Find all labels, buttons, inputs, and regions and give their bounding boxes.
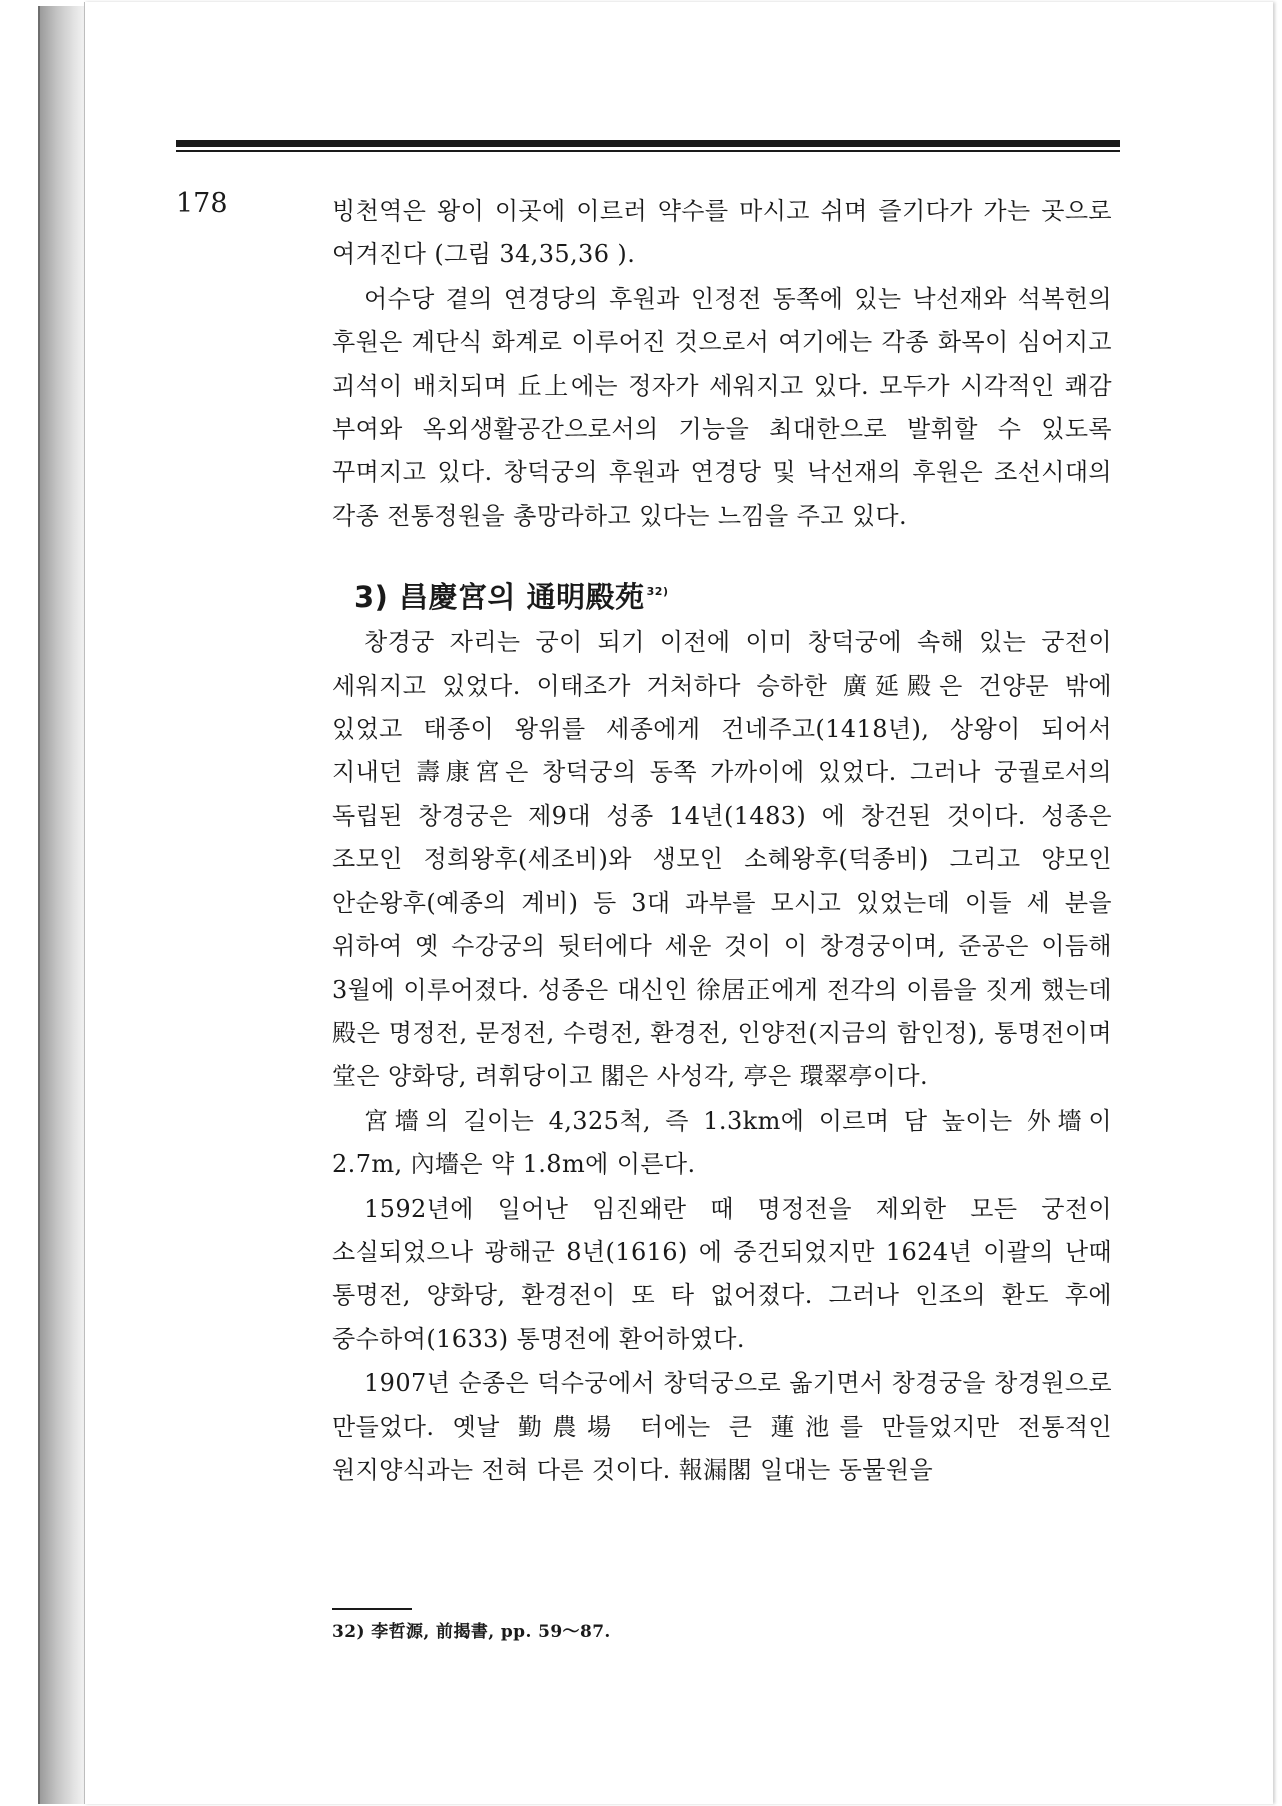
paragraph: 창경궁 자리는 궁이 되기 이전에 이미 창덕궁에 속해 있는 궁전이 세워지고 있었다. 이태조가 거처하다 승하한 廣延殿은 건양문 밖에 있었고 태종이 왕위를 세종에게 건네주고(1418년), 상왕이 되어서 지내던 壽康宮은 창덕궁의 동쪽 가까이에 있었다. 그러나 궁궐로서의 독립된 창경궁은 제9대 성종 14년(1483) 에 창건된 것이다. 성종은 조모인 정희왕후(세조비)와 생모인 소혜왕후(덕종비) 그리고 양모인 안순왕후(예종의 계비) 등 3대 과부를 모시고 있었는데 이들 세 분을 위하여 옛 수강궁의 뒷터에다 세운 것이 이 창경궁이며, 준공은 이듬해 3월에 이루어졌다. 성종은 대신인 徐居正에게 전각의 이름을 짓게 했는데 殿은 명정전, 문정전, 수령전, 환경전, 인양전(지금의 함인정), 통명전이며 堂은 양화당, 려휘당이고 閣은 사성각, 亭은 環翠亭이다. [332,628,1112,1091]
paragraph: 어수당 곁의 연경당의 후원과 인정전 동쪽에 있는 낙선재와 석복헌의 후원은 계단식 화계로 이루어진 것으로서 여기에는 각종 화목이 심어지고 괴석이 배치되며 丘上에는 정자가 세워지고 있다. 모두가 시각적인 쾌감 부여와 옥외생활공간으로서의 기능을 최대한으로 발휘할 수 있도록 꾸며지고 있다. 창덕궁의 후원과 연경당 및 낙선재의 후원은 조선시대의 각종 전통정원을 총망라하고 있다는 느낌을 주고 있다. [332,284,1112,530]
paragraph: 1592년에 일어난 임진왜란 때 명정전을 제외한 모든 궁전이 소실되었으나 광해군 8년(1616) 에 중건되었지만 1624년 이괄의 난때 통명전, 양화당, 환경전이 또 타 없어졌다. 그러나 인조의 환도 후에 중수하여(1633) 통명전에 환어하였다. [332,1194,1112,1353]
header-rule [176,140,1120,147]
page-number: 178 [176,188,228,219]
main-text [332,190,1112,1493]
paragraph: 1907년 순종은 덕수궁에서 창덕궁으로 옮기면서 창경궁을 창경원으로 만들었다. 옛날 勤農場 터에는 큰 蓮池를 만들었지만 전통적인 원지양식과는 전혀 다른 것이다. 報漏閣 일대는 동물원을 [332,1369,1112,1484]
paragraph-continued: 빙천역은 왕이 이곳에 이르러 약수를 마시고 쉬며 즐기다가 가는 곳으로 여겨진다 (그림 34,35,36 ). [332,197,1112,269]
footnote-rule [332,1608,412,1610]
footnote-reference: 32) [646,585,669,599]
header-rule-thin [176,150,1120,152]
footnote: 32) 李哲源, 前揭書, pp. 59～87. [332,1622,611,1642]
section-heading [354,568,1112,621]
paragraph: 宮墻의 길이는 4,325척, 즉 1.3km에 이르며 담 높이는 外墻이 2.7m, 內墻은 약 1.8m에 이른다. [332,1106,1112,1179]
book-page-edge [38,6,88,1804]
section-heading-text: 3) 昌慶宮의 通明殿苑 [354,580,645,615]
